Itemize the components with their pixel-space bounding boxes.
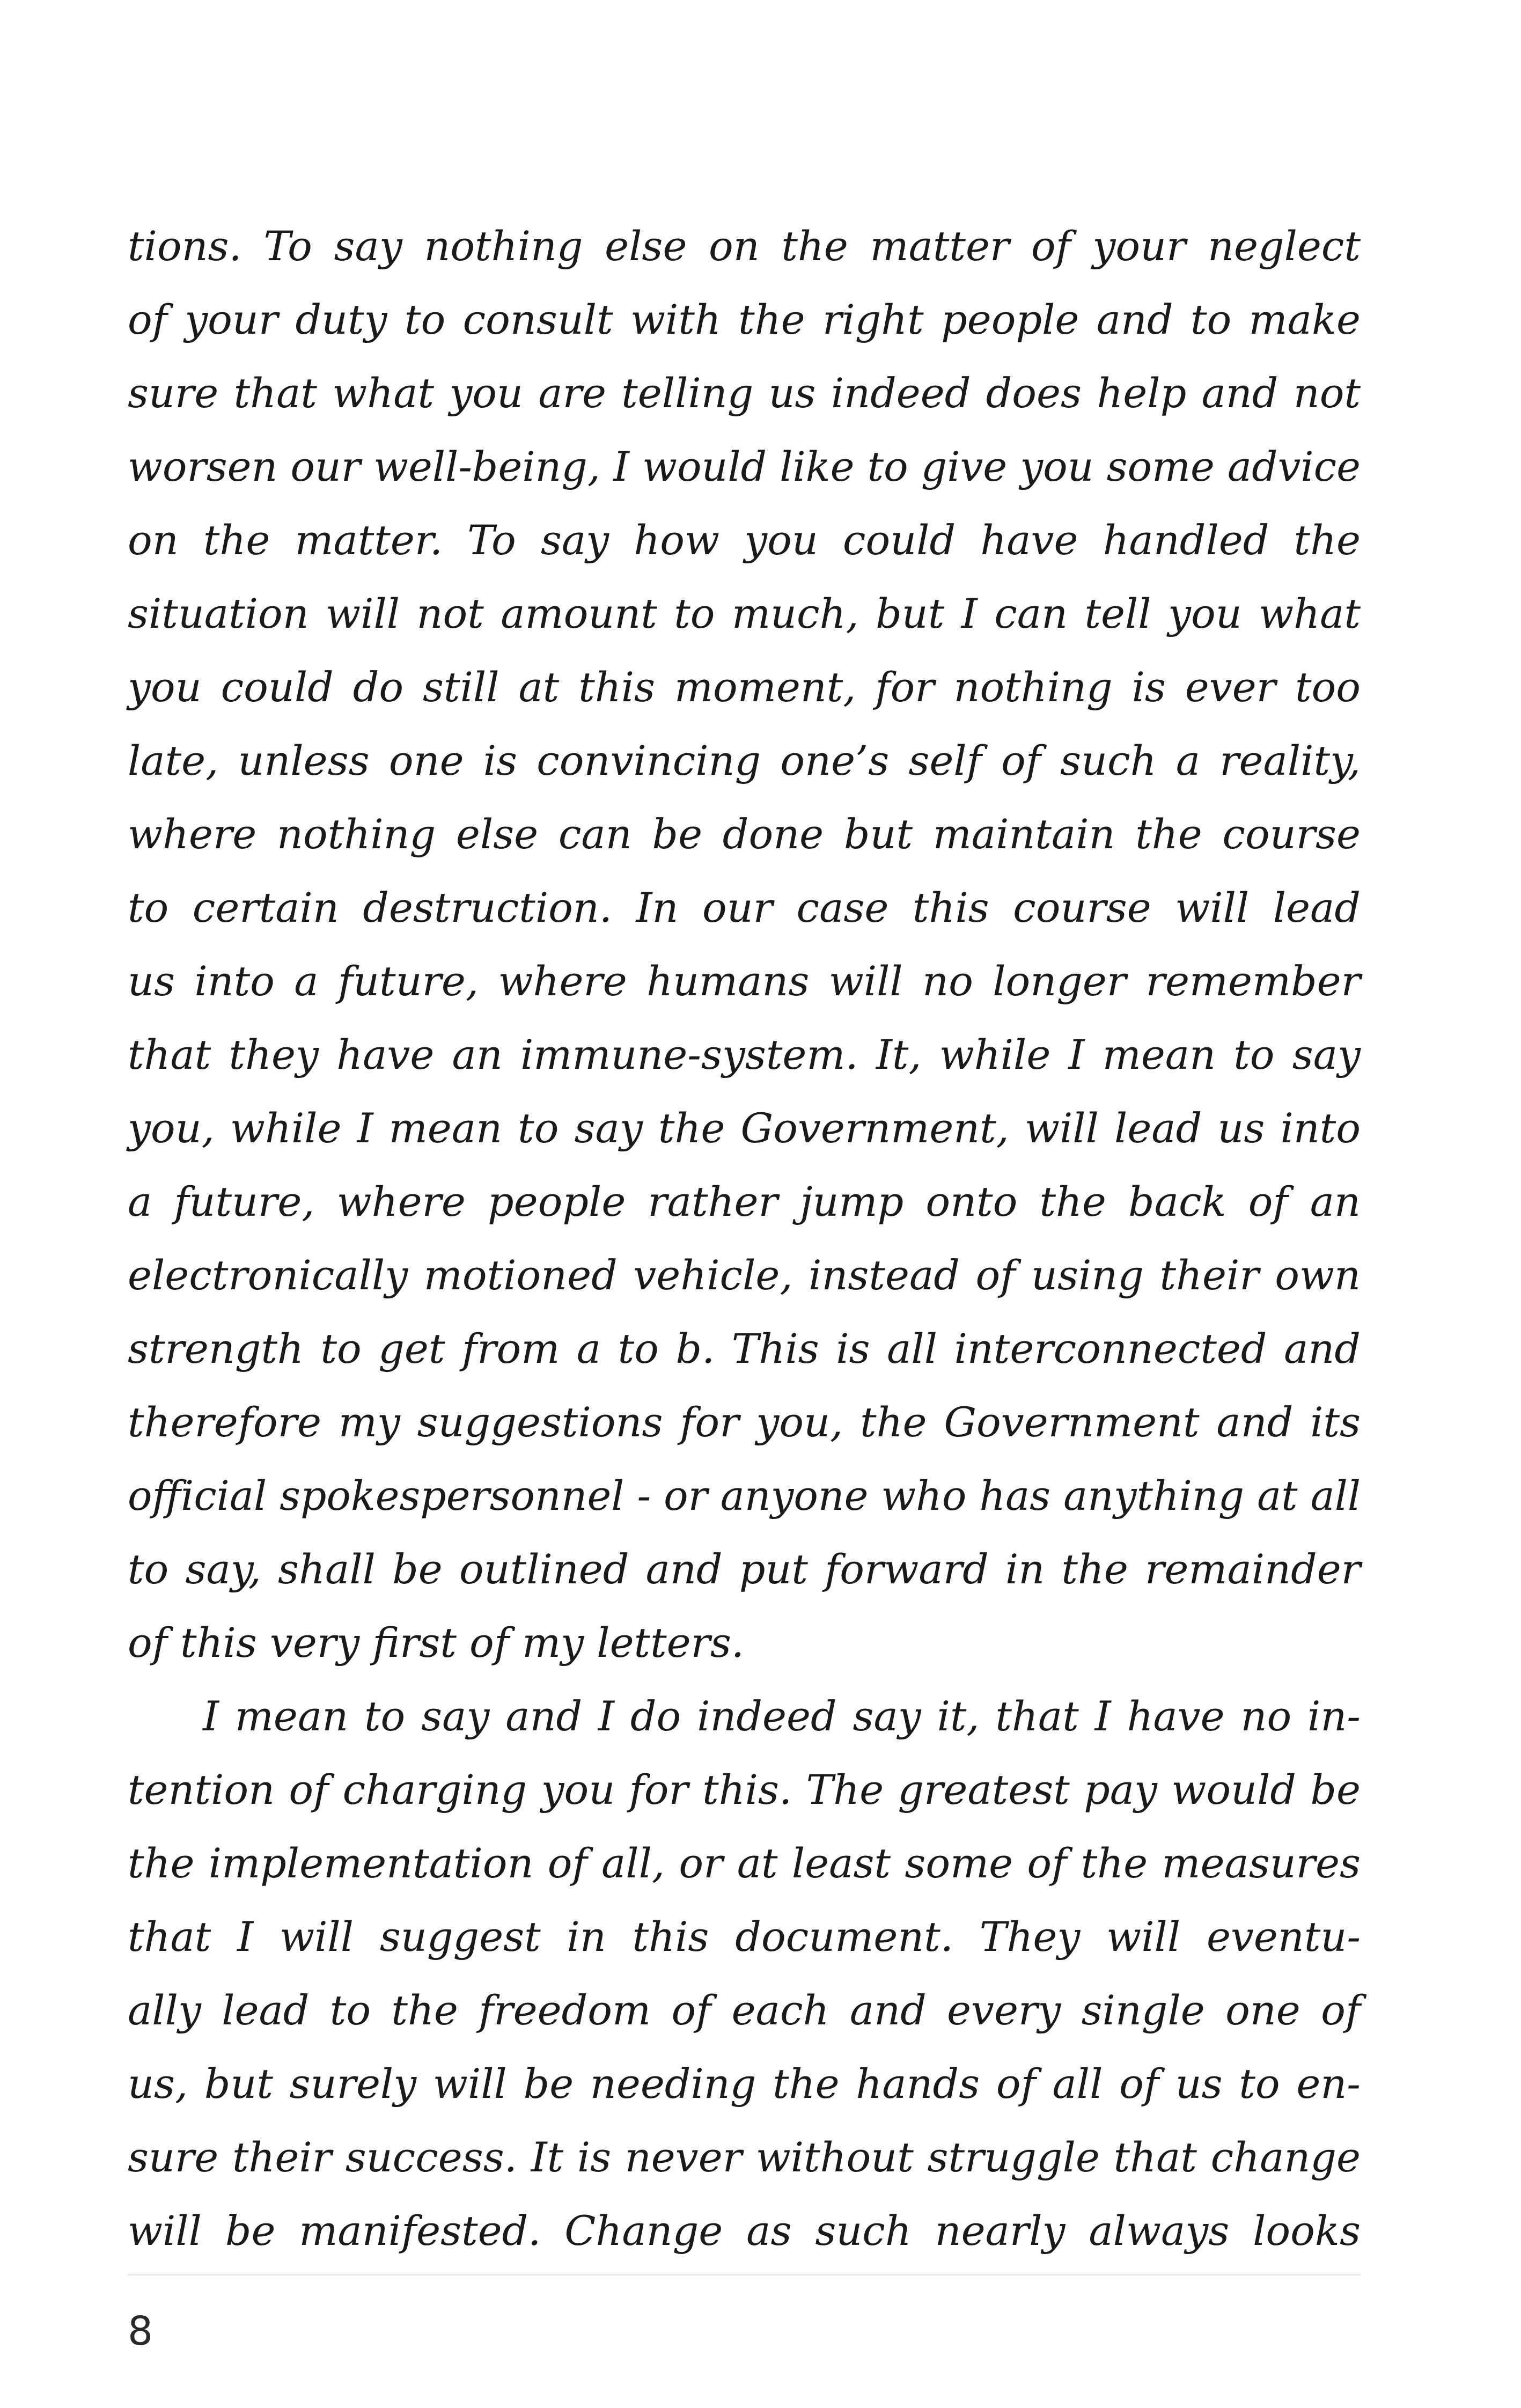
text-line: where nothing else can be done but maintain the course xyxy=(128,810,1361,858)
text-line: I mean to say and I do indeed say it, that I have no in- xyxy=(203,1692,1361,1740)
text-line: ally lead to the freedom of each and every single one of xyxy=(128,1986,1361,2034)
text-line: strength to get from a to b. This is all interconnected and xyxy=(128,1325,1361,1372)
text-line: the implementation of all, or at least some of the measures xyxy=(128,1839,1361,1887)
text-line: official spokespersonnel - or anyone who has anything at all xyxy=(128,1472,1361,1519)
text-line: will be manifested. Change as such nearly always looks xyxy=(128,2207,1361,2255)
text-line: sure their success. It is never without struggle that change xyxy=(128,2133,1361,2181)
text-line: that they have an immune-system. It, while I mean to say xyxy=(128,1031,1361,1078)
text-line: therefore my suggestions for you, the Government and its xyxy=(128,1398,1361,1446)
text-line: us, but surely will be needing the hands of all of us to en- xyxy=(128,2060,1361,2108)
text-line: worsen our well-being, I would like to give you some advice xyxy=(128,443,1361,490)
text-line: to say, shall be outlined and put forward in the remainder xyxy=(128,1545,1361,1593)
text-line: on the matter. To say how you could have handled the xyxy=(128,516,1361,564)
text-line: of your duty to consult with the right people and to make xyxy=(128,296,1361,343)
text-line: you, while I mean to say the Government, will lead us into xyxy=(128,1104,1361,1152)
text-line: you could do still at this moment, for nothing is ever too xyxy=(128,663,1361,711)
footer-divider xyxy=(128,2274,1361,2275)
body-text xyxy=(128,209,1361,2267)
text-line: a future, where people rather jump onto the back of an xyxy=(128,1178,1361,1225)
text-line: us into a future, where humans will no longer remember xyxy=(128,957,1361,1005)
text-line: tention of charging you for this. The greatest pay would be xyxy=(128,1766,1361,1814)
text-line: that I will suggest in this document. They will eventu- xyxy=(128,1913,1361,1961)
text-line: tions. To say nothing else on the matter of your neglect xyxy=(128,222,1361,270)
text-line: sure that what you are telling us indeed does help and not xyxy=(128,369,1361,417)
text-line: of this very first of my letters. xyxy=(128,1619,745,1666)
text-line: late, unless one is convincing one’s self of such a reality, xyxy=(128,737,1361,784)
text-line: to certain destruction. In our case this course will lead xyxy=(128,884,1361,931)
page-number: 8 xyxy=(128,2308,153,2354)
text-line: electronically motioned vehicle, instead of using their own xyxy=(128,1251,1361,1299)
text-line: situation will not amount to much, but I can tell you what xyxy=(128,590,1361,637)
